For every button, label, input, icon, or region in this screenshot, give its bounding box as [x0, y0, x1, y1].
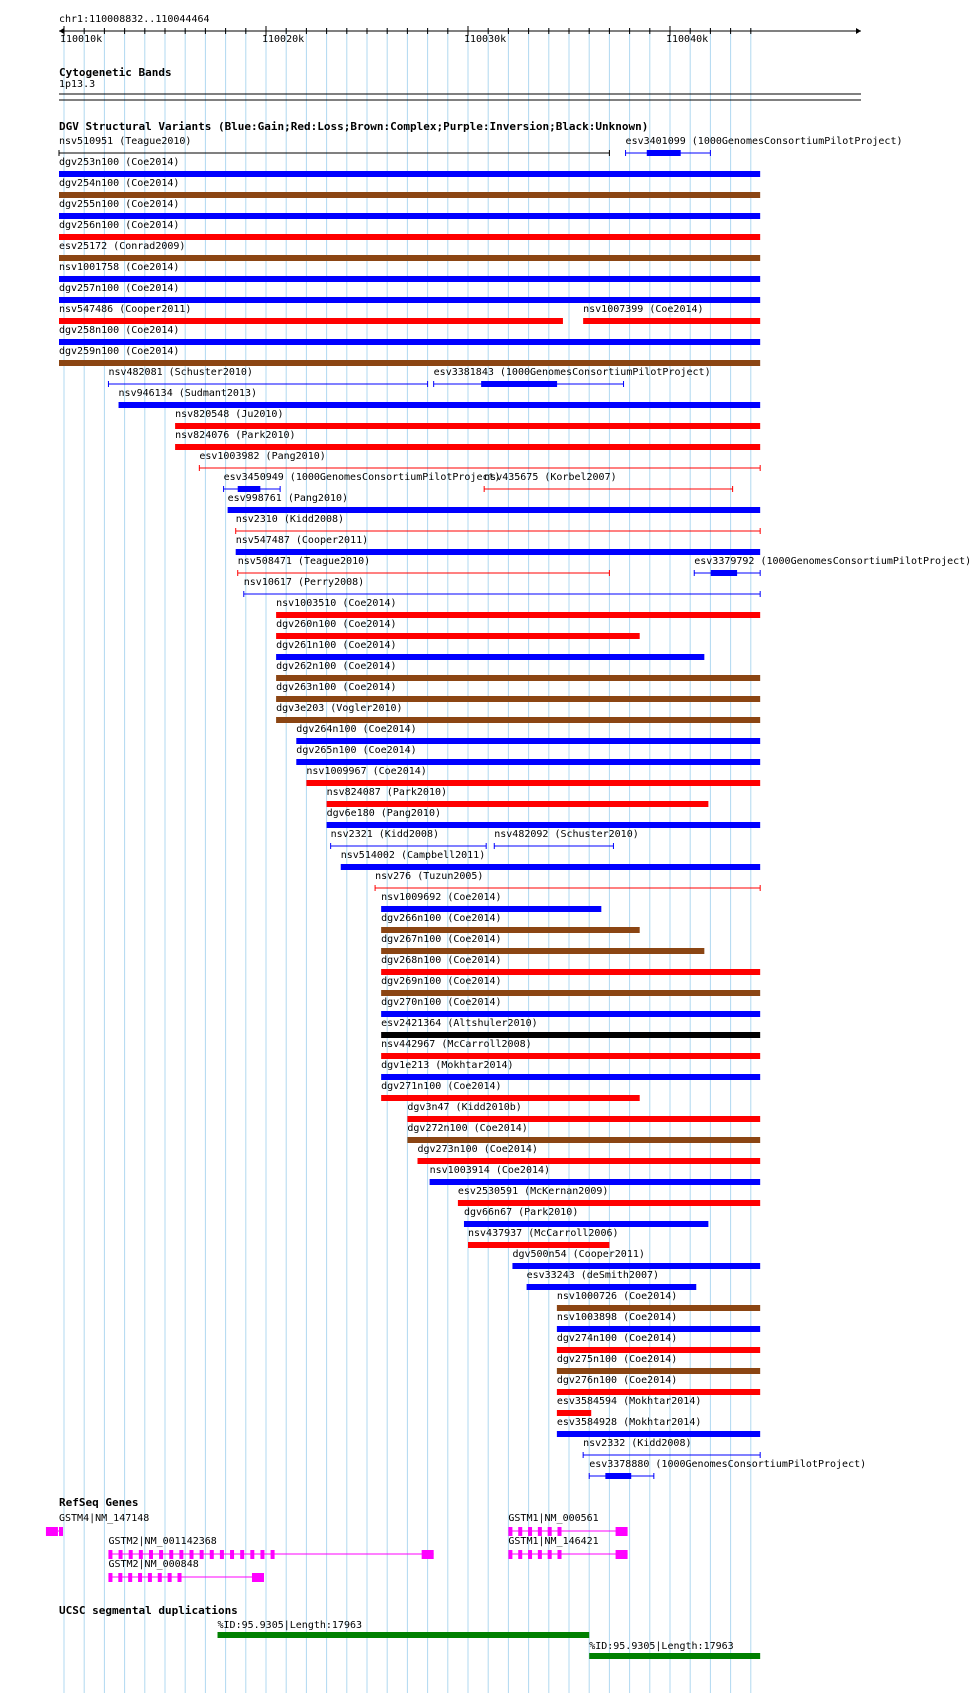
gene-label[interactable]: GSTM2|NM_000848	[108, 1559, 199, 1570]
gene-exon[interactable]	[518, 1550, 522, 1559]
variant-label[interactable]: dgv3e203 (Vogler2010)	[276, 703, 403, 714]
variant[interactable]	[557, 1347, 760, 1353]
variant[interactable]	[276, 654, 704, 660]
variant[interactable]	[557, 1326, 760, 1332]
gene-exon[interactable]	[159, 1550, 163, 1559]
variant-bar[interactable]	[119, 402, 761, 408]
gene-exon[interactable]	[220, 1550, 224, 1559]
variant-label[interactable]: dgv270n100 (Coe2014)	[381, 997, 502, 1008]
variant-label[interactable]: nsv10617 (Perry2008)	[243, 577, 365, 588]
variant-label[interactable]: esv3401099 (1000GenomesConsortiumPilotProject)	[625, 136, 903, 147]
variant-bar[interactable]	[59, 234, 760, 240]
gene-exon[interactable]	[558, 1527, 562, 1536]
variant-label[interactable]: nsv437937 (McCarroll2006)	[468, 1228, 619, 1239]
variant[interactable]	[119, 402, 761, 408]
variant-bar[interactable]	[276, 696, 760, 702]
gene-label[interactable]: GSTM2|NM_001142368	[108, 1536, 217, 1547]
variant-label[interactable]: dgv259n100 (Coe2014)	[59, 346, 180, 357]
variant-bar[interactable]	[557, 1389, 760, 1395]
variant[interactable]	[418, 1158, 761, 1164]
variant-label[interactable]: esv3584928 (Mokhtar2014)	[556, 1417, 702, 1428]
variant[interactable]	[59, 255, 760, 261]
variant[interactable]	[557, 1305, 760, 1311]
variant-bar[interactable]	[430, 1179, 761, 1185]
segdup-label[interactable]: %ID:95.9305|Length:17963	[217, 1620, 363, 1631]
variant[interactable]	[381, 948, 704, 954]
variant-bar[interactable]	[512, 1263, 760, 1269]
variant[interactable]	[236, 549, 760, 555]
gene-exon[interactable]	[158, 1573, 162, 1582]
variant-bar[interactable]	[306, 780, 760, 786]
variant-bar[interactable]	[557, 1431, 760, 1437]
variant[interactable]	[331, 843, 487, 849]
gene-exon[interactable]	[528, 1527, 532, 1536]
variant-label[interactable]: nsv946134 (Sudmant2013)	[118, 388, 258, 399]
variant-bar[interactable]	[276, 717, 760, 723]
gene-exon[interactable]	[119, 1550, 123, 1559]
variant-label[interactable]: esv3381843 (1000GenomesConsortiumPilotProject)	[433, 367, 711, 378]
variant[interactable]	[381, 1074, 760, 1080]
variant[interactable]	[557, 1431, 760, 1437]
gene-exon[interactable]	[508, 1527, 512, 1536]
variant-bar[interactable]	[381, 948, 704, 954]
variant[interactable]	[468, 1242, 609, 1248]
gene-exon[interactable]	[616, 1527, 628, 1536]
variant[interactable]	[341, 864, 760, 870]
variant-bar[interactable]	[381, 1095, 640, 1101]
variant-bar[interactable]	[276, 633, 640, 639]
variant[interactable]	[296, 738, 760, 744]
variant[interactable]	[59, 192, 760, 198]
variant-bar[interactable]	[557, 1305, 760, 1311]
variant[interactable]	[381, 1053, 760, 1059]
variant[interactable]	[175, 444, 760, 450]
variant-label[interactable]: dgv6e180 (Pang2010)	[326, 808, 441, 819]
variant-bar[interactable]	[468, 1242, 609, 1248]
variant-label[interactable]: esv1003982 (Pang2010)	[199, 451, 326, 462]
gene-exon[interactable]	[179, 1550, 183, 1559]
variant-label[interactable]: dgv267n100 (Coe2014)	[381, 934, 502, 945]
variant-bar[interactable]	[59, 192, 760, 198]
gene-exon[interactable]	[508, 1550, 512, 1559]
variant-bar[interactable]	[276, 675, 760, 681]
variant-label[interactable]: nsv547487 (Cooper2011)	[235, 535, 369, 546]
variant[interactable]	[557, 1389, 760, 1395]
variant[interactable]	[59, 276, 760, 282]
variant[interactable]	[527, 1284, 697, 1290]
variant-label[interactable]: nsv2321 (Kidd2008)	[330, 829, 439, 840]
variant-bar[interactable]	[59, 276, 760, 282]
variant-bar[interactable]	[407, 1137, 760, 1143]
variant-bar[interactable]	[296, 738, 760, 744]
gene-exon[interactable]	[538, 1527, 542, 1536]
variant-label[interactable]: dgv500n54 (Cooper2011)	[512, 1249, 645, 1260]
variant-label[interactable]: nsv1003914 (Coe2014)	[429, 1165, 551, 1176]
gene-exon[interactable]	[108, 1550, 112, 1559]
variant[interactable]	[464, 1221, 708, 1227]
variant-label[interactable]: dgv254n100 (Coe2014)	[59, 178, 180, 189]
variant-label[interactable]: dgv253n100 (Coe2014)	[59, 157, 180, 168]
variant-label[interactable]: dgv264n100 (Coe2014)	[296, 724, 417, 735]
gene-exon[interactable]	[139, 1550, 143, 1559]
gene-exon[interactable]	[548, 1527, 552, 1536]
segdup-track-title[interactable]: UCSC segmental duplications	[59, 1604, 238, 1617]
gene-exon[interactable]	[252, 1573, 264, 1582]
variant-label[interactable]: nsv514002 (Campbell2011)	[340, 850, 486, 861]
variant-label[interactable]: nsv508471 (Teague2010)	[237, 556, 371, 567]
gene-model[interactable]	[108, 1573, 264, 1582]
variant-label[interactable]: nsv1000726 (Coe2014)	[556, 1291, 678, 1302]
variant-label[interactable]: nsv1003898 (Coe2014)	[556, 1312, 678, 1323]
variant[interactable]	[381, 1095, 640, 1101]
variant-bar[interactable]	[327, 822, 761, 828]
variant-bar[interactable]	[557, 1368, 760, 1374]
variant-label[interactable]: esv3379792 (1000GenomesConsortiumPilotProject)	[694, 556, 971, 567]
variant-block[interactable]	[711, 570, 737, 576]
refseq-track-title[interactable]: RefSeq Genes	[59, 1496, 139, 1509]
variant[interactable]	[59, 360, 760, 366]
gene-exon[interactable]	[271, 1550, 275, 1559]
variant-bar[interactable]	[59, 318, 563, 324]
variant[interactable]	[694, 570, 760, 576]
variant-bar[interactable]	[296, 759, 760, 765]
variant-bar[interactable]	[59, 360, 760, 366]
gene-exon[interactable]	[190, 1550, 194, 1559]
position-label: chr1:110008832..110044464	[59, 14, 210, 25]
variant-label[interactable]: dgv1e213 (Mokhtar2014)	[381, 1060, 514, 1071]
variant-bar[interactable]	[381, 1053, 760, 1059]
variant-bar[interactable]	[381, 906, 601, 912]
variant-block[interactable]	[605, 1473, 631, 1479]
variant-block[interactable]	[481, 381, 557, 387]
ruler-tick-label: 110040k	[666, 34, 709, 45]
variant-label[interactable]: nsv824087 (Park2010)	[326, 787, 448, 798]
variant[interactable]	[59, 213, 760, 219]
variant[interactable]	[484, 486, 732, 492]
variant[interactable]	[557, 1368, 760, 1374]
gene-model[interactable]	[46, 1527, 63, 1536]
variant-label[interactable]: dgv275n100 (Coe2014)	[556, 1354, 678, 1365]
variant[interactable]	[430, 1179, 761, 1185]
variant-label[interactable]: nsv276 (Tuzun2005)	[375, 871, 484, 882]
variant[interactable]	[276, 633, 640, 639]
variant-label[interactable]: dgv256n100 (Coe2014)	[59, 220, 180, 231]
variant[interactable]	[626, 150, 711, 156]
gene-exon[interactable]	[46, 1527, 58, 1536]
gene-label[interactable]: GSTM1|NM_000561	[508, 1513, 599, 1524]
variant[interactable]	[306, 780, 760, 786]
variant-label[interactable]: nsv1003510 (Coe2014)	[276, 598, 397, 609]
variant-bar[interactable]	[557, 1347, 760, 1353]
variant-label[interactable]: dgv268n100 (Coe2014)	[381, 955, 502, 966]
ruler-right-arrow	[856, 28, 861, 34]
gene-exon[interactable]	[260, 1550, 264, 1559]
variant-bar[interactable]	[458, 1200, 760, 1206]
variant-label[interactable]: nsv2332 (Kidd2008)	[583, 1438, 692, 1449]
variant-bar[interactable]	[381, 1032, 760, 1038]
variant[interactable]	[557, 1410, 591, 1416]
variant-label[interactable]: esv3450949 (1000GenomesConsortiumPilotProject)	[223, 472, 501, 483]
ruler-tick-label: 110030k	[464, 34, 507, 45]
variant[interactable]	[381, 1032, 760, 1038]
gene-exon[interactable]	[129, 1550, 133, 1559]
variant-block[interactable]	[647, 150, 681, 156]
variant[interactable]	[381, 969, 760, 975]
variant[interactable]	[59, 234, 760, 240]
gene-exon[interactable]	[108, 1573, 112, 1582]
variant-label[interactable]: nsv820548 (Ju2010)	[175, 409, 284, 420]
variant-label[interactable]: dgv66n67 (Park2010)	[463, 1207, 579, 1218]
dgv-track-title[interactable]: DGV Structural Variants (Blue:Gain;Red:Loss;Brown:Complex;Purple:Inversion;Black:Unknown)	[59, 120, 649, 133]
variant-label[interactable]: esv25172 (Conrad2009)	[59, 241, 186, 252]
variant-bar[interactable]	[381, 927, 640, 933]
variant-label[interactable]: nsv2310 (Kidd2008)	[235, 514, 345, 525]
variant-label[interactable]: nsv1009692 (Coe2014)	[381, 892, 502, 903]
variant-bar[interactable]	[418, 1158, 761, 1164]
variant[interactable]	[199, 465, 760, 471]
variant-bar[interactable]	[59, 171, 760, 177]
variant[interactable]	[59, 339, 760, 345]
variant-label[interactable]: dgv255n100 (Coe2014)	[59, 199, 180, 210]
variant[interactable]	[407, 1137, 760, 1143]
variant[interactable]	[59, 297, 760, 303]
variant-label[interactable]: dgv261n100 (Coe2014)	[276, 640, 397, 651]
variant-label[interactable]: dgv265n100 (Coe2014)	[296, 745, 417, 756]
variant-bar[interactable]	[236, 549, 760, 555]
gene-exon[interactable]	[230, 1550, 234, 1559]
variant-label[interactable]: nsv824076 (Park2010)	[175, 430, 296, 441]
variant-bar[interactable]	[59, 297, 760, 303]
variant-label[interactable]: esv998761 (Pang2010)	[227, 493, 349, 504]
gene-exon[interactable]	[128, 1573, 132, 1582]
gene-exon[interactable]	[149, 1550, 153, 1559]
ruler-tick-label: 110010k	[60, 34, 103, 45]
variant[interactable]	[224, 486, 281, 492]
variant[interactable]	[175, 423, 760, 429]
variant-bar[interactable]	[175, 423, 760, 429]
variant-label[interactable]: nsv1009967 (Coe2014)	[306, 766, 427, 777]
variant-label[interactable]: esv3378880 (1000GenomesConsortiumPilotProject)	[589, 1459, 867, 1470]
gene-exon[interactable]	[518, 1527, 522, 1536]
variant-label[interactable]: dgv3n47 (Kidd2010b)	[407, 1102, 522, 1113]
gene-exon[interactable]	[169, 1550, 173, 1559]
variant[interactable]	[512, 1263, 760, 1269]
variant-bar[interactable]	[464, 1221, 708, 1227]
variant-block[interactable]	[238, 486, 261, 492]
variant[interactable]	[59, 171, 760, 177]
variant-label[interactable]: nsv482081 (Schuster2010)	[108, 367, 253, 378]
variant[interactable]	[238, 570, 610, 576]
gene-exon[interactable]	[148, 1573, 152, 1582]
variant-label[interactable]: nsv510951 (Teague2010)	[59, 136, 192, 147]
variant-label[interactable]: dgv274n100 (Coe2014)	[556, 1333, 678, 1344]
variant[interactable]	[228, 507, 761, 513]
variant-label[interactable]: dgv273n100 (Coe2014)	[417, 1144, 538, 1155]
variant-label[interactable]: nsv442967 (McCarroll2008)	[381, 1039, 532, 1050]
variant[interactable]	[381, 927, 640, 933]
variant-label[interactable]: esv3584594 (Mokhtar2014)	[556, 1396, 702, 1407]
variant-label[interactable]: dgv257n100 (Coe2014)	[59, 283, 180, 294]
variant-bar[interactable]	[59, 339, 760, 345]
variant-bar[interactable]	[228, 507, 761, 513]
variant[interactable]	[381, 1011, 760, 1017]
variant-label[interactable]: dgv262n100 (Coe2014)	[276, 661, 397, 672]
variant-bar[interactable]	[175, 444, 760, 450]
gene-exon[interactable]	[200, 1550, 204, 1559]
segdup-label[interactable]: %ID:95.9305|Length:17963	[589, 1641, 734, 1652]
variant[interactable]	[276, 675, 760, 681]
variant-bar[interactable]	[59, 213, 760, 219]
variant[interactable]	[458, 1200, 760, 1206]
variant[interactable]	[276, 696, 760, 702]
variant[interactable]	[381, 906, 601, 912]
variant[interactable]	[236, 528, 760, 534]
variant-bar[interactable]	[327, 801, 709, 807]
variant-label[interactable]: dgv260n100 (Coe2014)	[276, 619, 397, 630]
segdup-bar[interactable]	[589, 1653, 760, 1659]
variant[interactable]	[375, 885, 760, 891]
variant-label[interactable]: nsv547486 (Cooper2011)	[59, 304, 192, 315]
variant[interactable]	[296, 759, 760, 765]
variant-bar[interactable]	[527, 1284, 697, 1290]
variant-label[interactable]: dgv269n100 (Coe2014)	[381, 976, 502, 987]
variant-bar[interactable]	[276, 612, 760, 618]
gene-exon[interactable]	[118, 1573, 122, 1582]
gene-exon[interactable]	[528, 1550, 532, 1559]
gene-exon[interactable]	[422, 1550, 434, 1559]
variant[interactable]	[494, 843, 613, 849]
segdup-bar[interactable]	[218, 1632, 590, 1638]
cytoband-track-title[interactable]: Cytogenetic Bands	[59, 66, 172, 79]
ruler-tick-label: 110020k	[262, 34, 305, 45]
gene-exon[interactable]	[168, 1573, 172, 1582]
variant-bar[interactable]	[557, 1326, 760, 1332]
gene-exon[interactable]	[138, 1573, 142, 1582]
gene-exon[interactable]	[210, 1550, 214, 1559]
variant-label[interactable]: dgv266n100 (Coe2014)	[381, 913, 502, 924]
gene-label[interactable]: GSTM1|NM_146421	[508, 1536, 599, 1547]
gene-exon[interactable]	[616, 1550, 628, 1559]
gene-model[interactable]	[108, 1550, 433, 1559]
variant-label[interactable]: nsv482092 (Schuster2010)	[494, 829, 639, 840]
variant[interactable]	[381, 990, 760, 996]
variant[interactable]	[434, 381, 624, 387]
variant[interactable]	[59, 318, 563, 324]
variant[interactable]	[327, 822, 761, 828]
gene-exon[interactable]	[250, 1550, 254, 1559]
variant-label[interactable]: dgv276n100 (Coe2014)	[556, 1375, 678, 1386]
gene-model[interactable]	[508, 1550, 627, 1559]
variant-bar[interactable]	[276, 654, 704, 660]
variant-label[interactable]: esv2530591 (McKernan2009)	[457, 1186, 609, 1197]
gene-exon[interactable]	[558, 1550, 562, 1559]
gene-exon[interactable]	[59, 1527, 63, 1536]
variant-bar[interactable]	[583, 318, 760, 324]
variant-bar[interactable]	[381, 1074, 760, 1080]
gene-exon[interactable]	[538, 1550, 542, 1559]
variant[interactable]	[583, 318, 760, 324]
variant[interactable]	[589, 1473, 654, 1479]
variant-label[interactable]: dgv272n100 (Coe2014)	[407, 1123, 528, 1134]
variant[interactable]	[244, 591, 760, 597]
variant[interactable]	[583, 1452, 760, 1458]
variant[interactable]	[59, 150, 609, 156]
variant-label[interactable]: dgv271n100 (Coe2014)	[381, 1081, 502, 1092]
gene-exon[interactable]	[548, 1550, 552, 1559]
variant-bar[interactable]	[341, 864, 760, 870]
gene-exon[interactable]	[178, 1573, 182, 1582]
variant-label[interactable]: dgv263n100 (Coe2014)	[276, 682, 397, 693]
gene-exon[interactable]	[240, 1550, 244, 1559]
variant-bar[interactable]	[557, 1410, 591, 1416]
variant-bar[interactable]	[381, 969, 760, 975]
gene-label[interactable]: GSTM4|NM_147148	[59, 1513, 150, 1524]
variant-label[interactable]: dgv258n100 (Coe2014)	[59, 325, 180, 336]
variant-bar[interactable]	[59, 255, 760, 261]
gene-model[interactable]	[508, 1527, 627, 1536]
variant[interactable]	[276, 612, 760, 618]
variant[interactable]	[276, 717, 760, 723]
variant[interactable]	[108, 381, 427, 387]
variant-bar[interactable]	[407, 1116, 760, 1122]
variant[interactable]	[407, 1116, 760, 1122]
variant-label[interactable]: nsv435675 (Korbel2007)	[484, 472, 617, 483]
variant-label[interactable]: esv2421364 (Altshuler2010)	[381, 1018, 538, 1029]
variant[interactable]	[327, 801, 709, 807]
variant-label[interactable]: nsv1007399 (Coe2014)	[583, 304, 704, 315]
variant-bar[interactable]	[381, 1011, 760, 1017]
cytoband-label: 1p13.3	[59, 79, 96, 90]
variant-label[interactable]: nsv1001758 (Coe2014)	[59, 262, 180, 273]
variant-label[interactable]: esv33243 (deSmith2007)	[526, 1270, 660, 1281]
ruler-left-arrow	[59, 28, 64, 34]
variant-bar[interactable]	[381, 990, 760, 996]
